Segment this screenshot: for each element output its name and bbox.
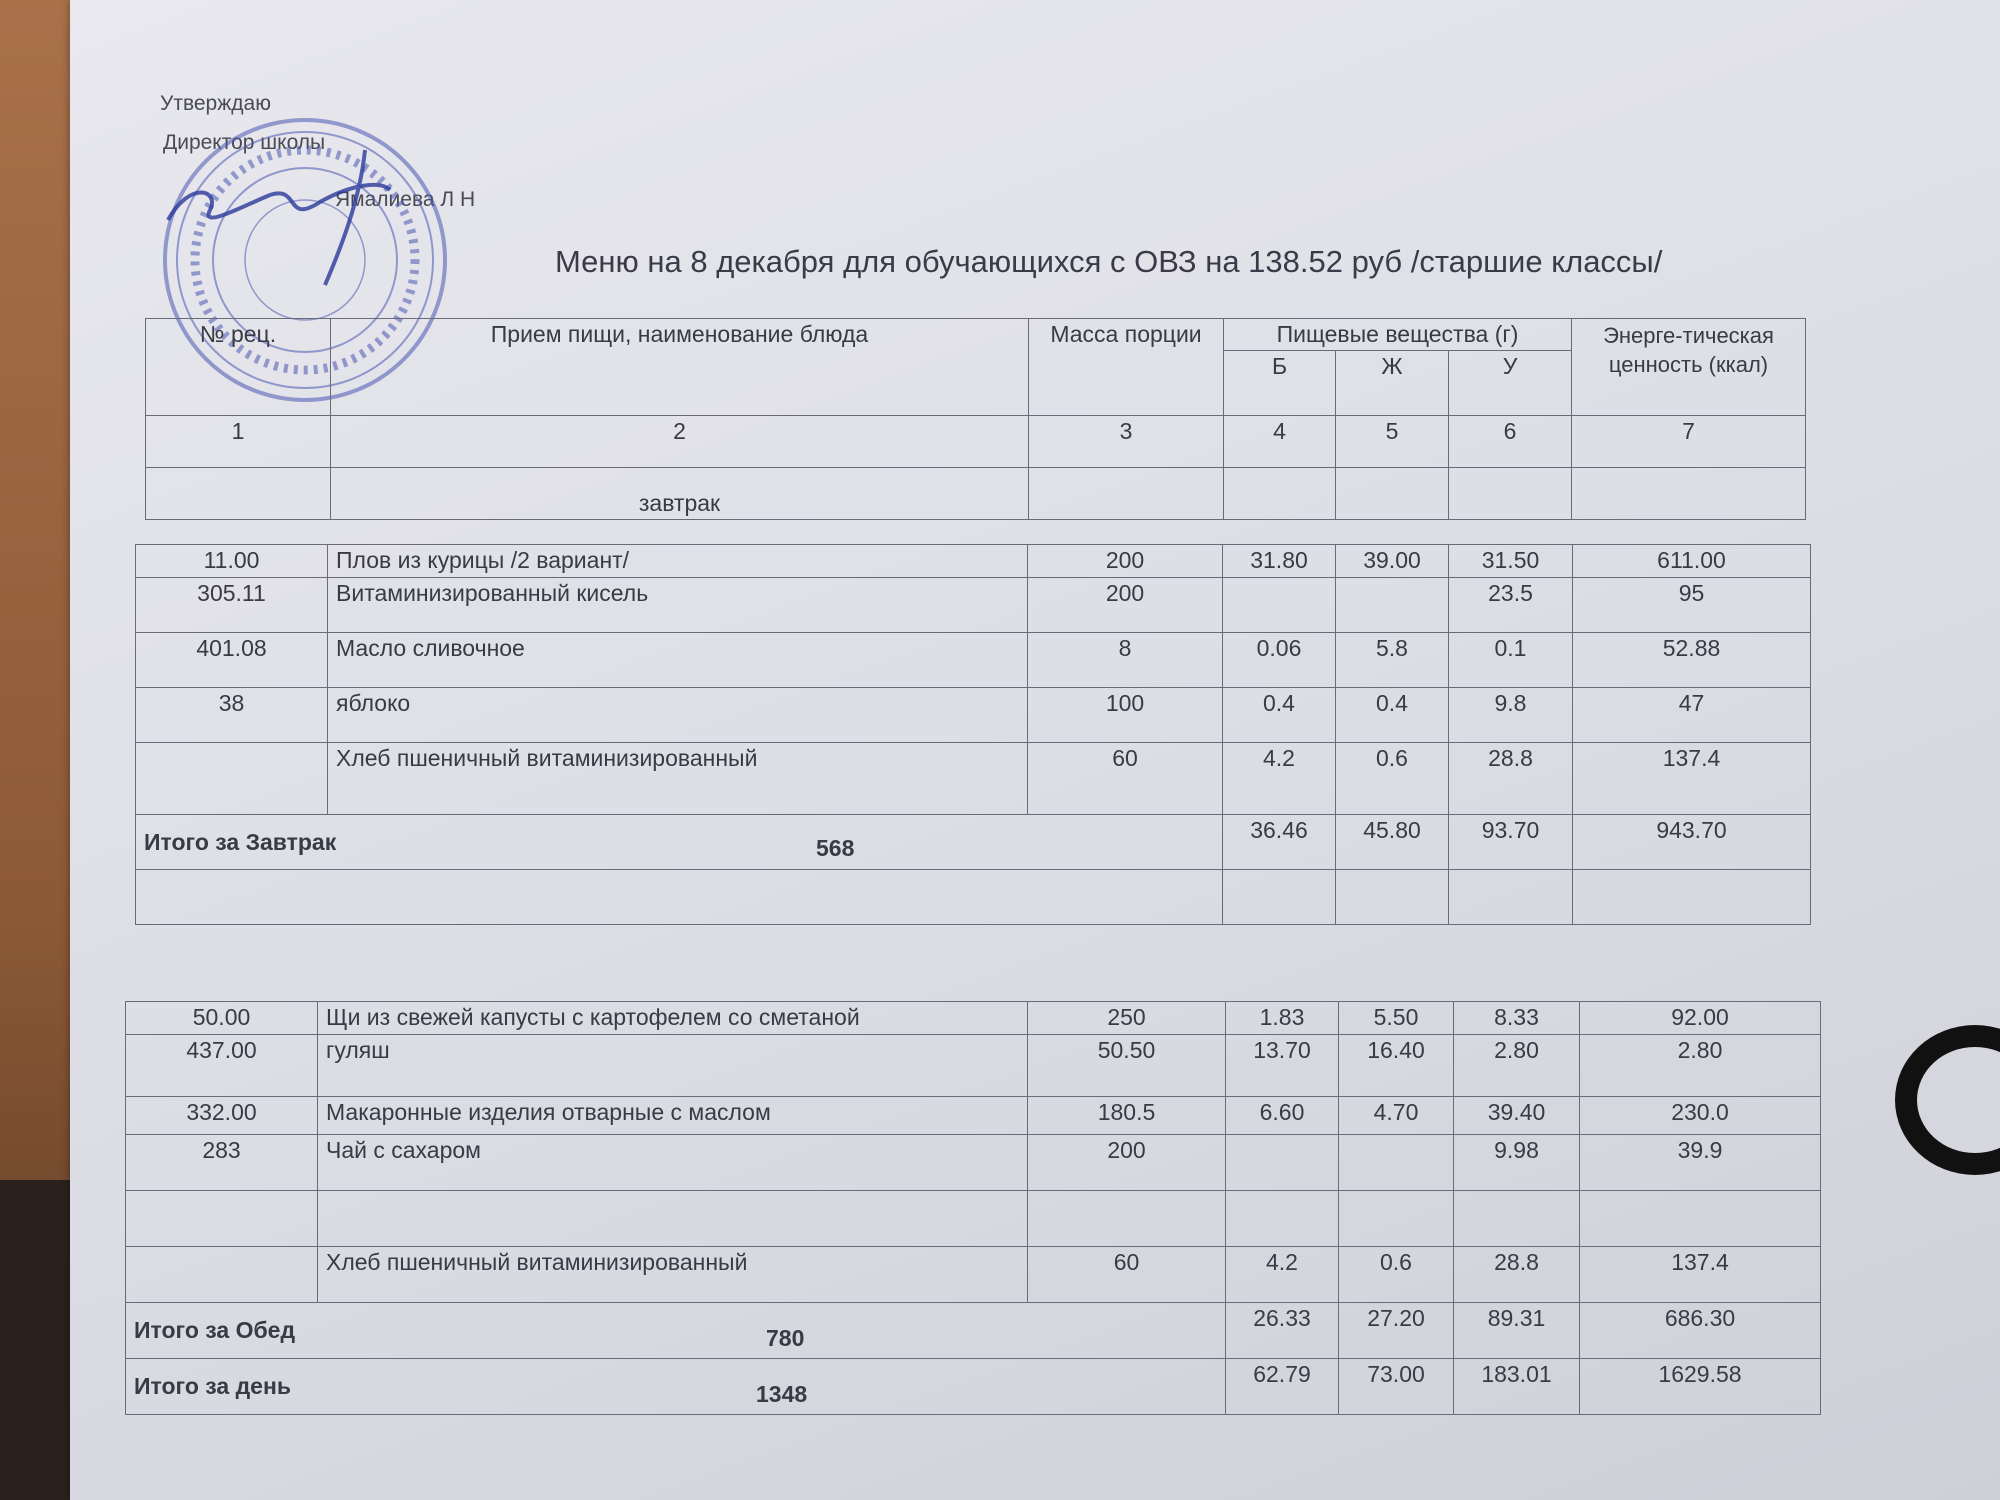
energy: 52.88 <box>1573 633 1811 688</box>
col-number: 3 <box>1029 416 1224 468</box>
recipe-no <box>126 1247 318 1303</box>
dish-name: Масло сливочное <box>328 633 1028 688</box>
dish-name: Плов из курицы /2 вариант/ <box>328 545 1028 578</box>
dish-mass: 180.5 <box>1028 1097 1226 1135</box>
total-protein: 36.46 <box>1223 815 1336 870</box>
page-title: Меню на 8 декабря для обучающихся с ОВЗ на 138.52 руб /старшие классы/ <box>555 244 1663 279</box>
total-carbs: 93.70 <box>1449 815 1573 870</box>
energy: 2.80 <box>1580 1035 1821 1097</box>
carbs: 9.8 <box>1449 688 1573 743</box>
recipe-no: 437.00 <box>126 1035 318 1097</box>
carbs: 39.40 <box>1454 1097 1580 1135</box>
table-row <box>126 1035 1821 1097</box>
carbs: 0.1 <box>1449 633 1573 688</box>
dish-name: гуляш <box>318 1035 1028 1097</box>
energy: 47 <box>1573 688 1811 743</box>
recipe-no: 38 <box>136 688 328 743</box>
col-number: 1 <box>146 416 331 468</box>
carbs: 9.98 <box>1454 1135 1580 1191</box>
col-header-zh: Ж <box>1336 351 1449 416</box>
header-table <box>145 318 1806 520</box>
carbs: 28.8 <box>1454 1247 1580 1303</box>
fat: 39.00 <box>1336 545 1449 578</box>
recipe-no: 332.00 <box>126 1097 318 1135</box>
total-energy: 943.70 <box>1573 815 1811 870</box>
fat: 5.50 <box>1339 1002 1454 1035</box>
total-fat: 27.20 <box>1339 1303 1454 1359</box>
fat: 0.6 <box>1336 743 1449 815</box>
dish-name: Щи из свежей капусты с картофелем со сметаной <box>318 1002 1028 1035</box>
dish-name: Витаминизированный кисель <box>328 578 1028 633</box>
table-row <box>126 1135 1821 1191</box>
protein <box>1226 1135 1339 1191</box>
carbs: 31.50 <box>1449 545 1573 578</box>
dish-mass <box>1028 1191 1226 1247</box>
approval-line-2: Директор школы <box>163 131 326 154</box>
fat: 0.4 <box>1336 688 1449 743</box>
protein: 1.83 <box>1226 1002 1339 1035</box>
energy: 137.4 <box>1580 1247 1821 1303</box>
recipe-no: 401.08 <box>136 633 328 688</box>
protein: 0.4 <box>1223 688 1336 743</box>
dish-mass: 60 <box>1028 1247 1226 1303</box>
recipe-no: 50.00 <box>126 1002 318 1035</box>
col-number: 2 <box>331 416 1029 468</box>
recipe-no: 305.11 <box>136 578 328 633</box>
col-number: 4 <box>1224 416 1336 468</box>
fat: 4.70 <box>1339 1097 1454 1135</box>
lunch-total-row <box>126 1303 1821 1359</box>
total-carbs: 89.31 <box>1454 1303 1580 1359</box>
energy: 39.9 <box>1580 1135 1821 1191</box>
col-header-mass: Масса порции <box>1029 319 1224 416</box>
dish-name: яблоко <box>328 688 1028 743</box>
day-total-mass: 1348 <box>756 1381 808 1407</box>
energy: 137.4 <box>1573 743 1811 815</box>
table-row <box>136 545 1811 578</box>
col-header-nutrients: Пищевые вещества (г) <box>1224 319 1572 351</box>
col-number: 6 <box>1449 416 1572 468</box>
recipe-no: 11.00 <box>136 545 328 578</box>
table-row <box>126 1097 1821 1135</box>
col-header-no: № рец. <box>146 319 331 416</box>
carbs: 23.5 <box>1449 578 1573 633</box>
day-energy: 1629.58 <box>1580 1359 1821 1415</box>
fat: 5.8 <box>1336 633 1449 688</box>
empty-row <box>136 870 1811 925</box>
fat: 0.6 <box>1339 1247 1454 1303</box>
lunch-total-cell <box>126 1303 1226 1359</box>
day-fat: 73.00 <box>1339 1359 1454 1415</box>
carbs <box>1454 1191 1580 1247</box>
table-row <box>126 1247 1821 1303</box>
lunch-table <box>125 1001 1821 1415</box>
meal-label-breakfast: завтрак <box>331 468 1029 520</box>
total-label: Итого за Обед <box>134 1317 296 1343</box>
fat <box>1339 1135 1454 1191</box>
dish-mass: 200 <box>1028 545 1223 578</box>
approval-line-3: Ямалиева Л Н <box>335 188 476 211</box>
col-header-u: У <box>1449 351 1572 416</box>
total-mass: 780 <box>766 1325 805 1351</box>
energy: 230.0 <box>1580 1097 1821 1135</box>
carbs: 28.8 <box>1449 743 1573 815</box>
fat <box>1336 578 1449 633</box>
day-total-cell <box>126 1359 1226 1415</box>
breakfast-total-cell <box>136 815 1223 870</box>
dish-mass: 200 <box>1028 1135 1226 1191</box>
fat <box>1339 1191 1454 1247</box>
day-total-label: Итого за день <box>134 1373 291 1399</box>
protein: 4.2 <box>1226 1247 1339 1303</box>
table-row <box>136 578 1811 633</box>
protein: 4.2 <box>1223 743 1336 815</box>
carbs: 8.33 <box>1454 1002 1580 1035</box>
protein: 0.06 <box>1223 633 1336 688</box>
dish-mass: 100 <box>1028 688 1223 743</box>
recipe-no <box>126 1191 318 1247</box>
recipe-no <box>136 743 328 815</box>
protein: 6.60 <box>1226 1097 1339 1135</box>
col-header-b: Б <box>1224 351 1336 416</box>
dish-name: Макаронные изделия отварные с маслом <box>318 1097 1028 1135</box>
energy: 611.00 <box>1573 545 1811 578</box>
energy <box>1580 1191 1821 1247</box>
dish-name: Хлеб пшеничный витаминизированный <box>328 743 1028 815</box>
day-total-row <box>126 1359 1821 1415</box>
table-row <box>126 1002 1821 1035</box>
protein <box>1223 578 1336 633</box>
col-number: 5 <box>1336 416 1449 468</box>
table-row <box>136 743 1811 815</box>
dish-mass: 8 <box>1028 633 1223 688</box>
col-header-energy: Энерге-тическая ценность (ккал) <box>1572 319 1806 416</box>
day-carbs: 183.01 <box>1454 1359 1580 1415</box>
table-row <box>126 1191 1821 1247</box>
total-protein: 26.33 <box>1226 1303 1339 1359</box>
recipe-no: 283 <box>126 1135 318 1191</box>
dish-mass: 60 <box>1028 743 1223 815</box>
protein <box>1226 1191 1339 1247</box>
dish-mass: 200 <box>1028 578 1223 633</box>
fat: 16.40 <box>1339 1035 1454 1097</box>
breakfast-table <box>135 544 1811 925</box>
breakfast-total-row <box>136 815 1811 870</box>
dish-mass: 250 <box>1028 1002 1226 1035</box>
total-fat: 45.80 <box>1336 815 1449 870</box>
dish-name: Хлеб пшеничный витаминизированный <box>318 1247 1028 1303</box>
dish-mass: 50.50 <box>1028 1035 1226 1097</box>
col-header-name: Прием пищи, наименование блюда <box>331 319 1029 416</box>
total-mass: 568 <box>816 835 855 861</box>
table-row <box>136 688 1811 743</box>
energy: 92.00 <box>1580 1002 1821 1035</box>
col-number: 7 <box>1572 416 1806 468</box>
approval-line-1: Утверждаю <box>160 92 271 115</box>
total-label: Итого за Завтрак <box>144 828 337 855</box>
dish-name <box>318 1191 1028 1247</box>
day-protein: 62.79 <box>1226 1359 1339 1415</box>
energy: 95 <box>1573 578 1811 633</box>
protein: 31.80 <box>1223 545 1336 578</box>
dish-name: Чай с сахаром <box>318 1135 1028 1191</box>
carbs: 2.80 <box>1454 1035 1580 1097</box>
total-energy: 686.30 <box>1580 1303 1821 1359</box>
table-row <box>136 633 1811 688</box>
protein: 13.70 <box>1226 1035 1339 1097</box>
